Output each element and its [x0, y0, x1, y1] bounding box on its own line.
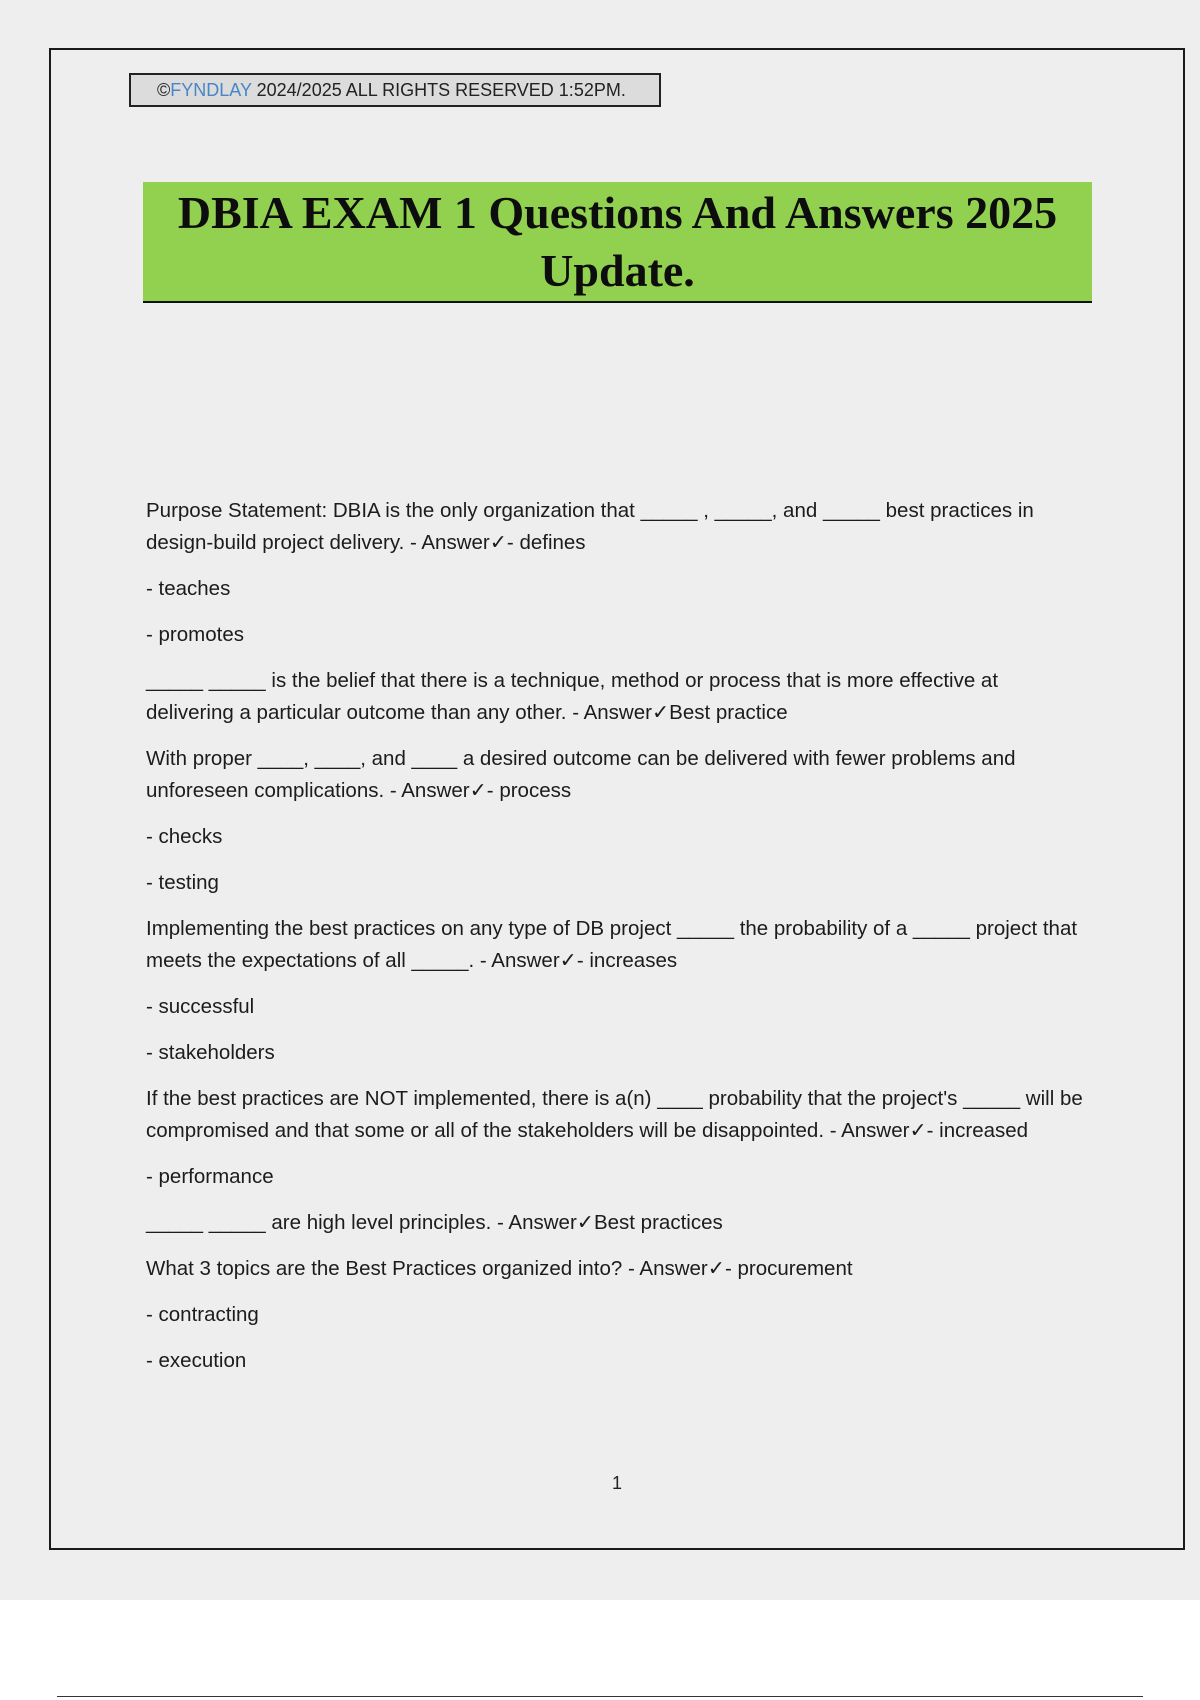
title-line-1: DBIA EXAM 1 Questions And Answers 2025 — [177, 187, 1058, 238]
answer-text: Best practice — [669, 701, 788, 724]
answer-continuation: - testing — [146, 871, 219, 894]
question-item — [146, 1207, 1086, 1239]
answer-text: - procurement — [724, 1257, 853, 1280]
question-item — [146, 1253, 1086, 1285]
question-text: With proper ____, ____, and ____ a desired outcome can be delivered with fewer problems and unforeseen complications. - Answer — [146, 747, 1016, 802]
answer-text: - process — [486, 779, 572, 802]
answer-text: - increases — [576, 949, 678, 972]
title-line-2: Update. — [540, 245, 695, 296]
copyright-brand: FYNDLAY — [170, 80, 252, 100]
copyright-text: 2024/2025 ALL RIGHTS RESERVED 1:52PM. — [251, 80, 626, 100]
answer-continuation: - performance — [146, 1165, 274, 1188]
answer-continuation: - execution — [146, 1349, 247, 1372]
checkmark-icon: ✓ — [909, 1119, 927, 1142]
answer-continuation: - stakeholders — [146, 1041, 275, 1064]
question-text: _____ _____ are high level principles. - Answer — [146, 1211, 577, 1234]
question-item — [146, 1083, 1086, 1147]
checkmark-icon: ✓ — [651, 701, 670, 724]
answer-continuation: - contracting — [146, 1303, 259, 1326]
question-text: Implementing the best practices on any type of DB project _____ the probability of a _____ project that meets the expectations of all _____. - Answer — [146, 917, 1078, 972]
copyright-symbol: © — [157, 80, 171, 100]
checkmark-icon: ✓ — [489, 531, 507, 554]
answer-continuation: - successful — [146, 995, 255, 1018]
question-text: What 3 topics are the Best Practices organized into? - Answer — [146, 1257, 708, 1280]
question-text: _____ _____ is the belief that there is a technique, method or process that is more effective at delivering a particular outcome than any other. - Answer — [146, 669, 999, 724]
question-item — [146, 495, 1086, 559]
answer-continuation: - teaches — [146, 577, 231, 600]
question-item — [146, 913, 1086, 977]
answer-text: - increased — [926, 1119, 1029, 1142]
answer-continuation: - promotes — [146, 623, 244, 646]
question-item — [146, 743, 1086, 807]
checkmark-icon: ✓ — [576, 1211, 594, 1234]
checkmark-icon: ✓ — [469, 779, 487, 802]
question-text: Purpose Statement: DBIA is the only organization that _____ , _____, and _____ best practices in design-build project delivery. - Answer — [146, 499, 1034, 554]
question-text: If the best practices are NOT implemented, there is a(n) ____ probability that the project's _____ will be compromised and that some or all of the stakeholders will be disappointed. - Answer — [146, 1087, 1083, 1142]
answer-continuation: - checks — [146, 825, 223, 848]
checkmark-icon: ✓ — [707, 1257, 725, 1280]
copyright-notice — [129, 73, 661, 107]
document-title — [143, 182, 1092, 303]
answer-text: - defines — [506, 531, 586, 554]
answer-text: Best practices — [593, 1211, 723, 1234]
question-item — [146, 665, 1086, 729]
footer-divider — [57, 1696, 1143, 1697]
page-number: 1 — [611, 1473, 622, 1493]
question-answer-list — [146, 495, 1086, 1391]
checkmark-icon: ✓ — [559, 949, 577, 972]
